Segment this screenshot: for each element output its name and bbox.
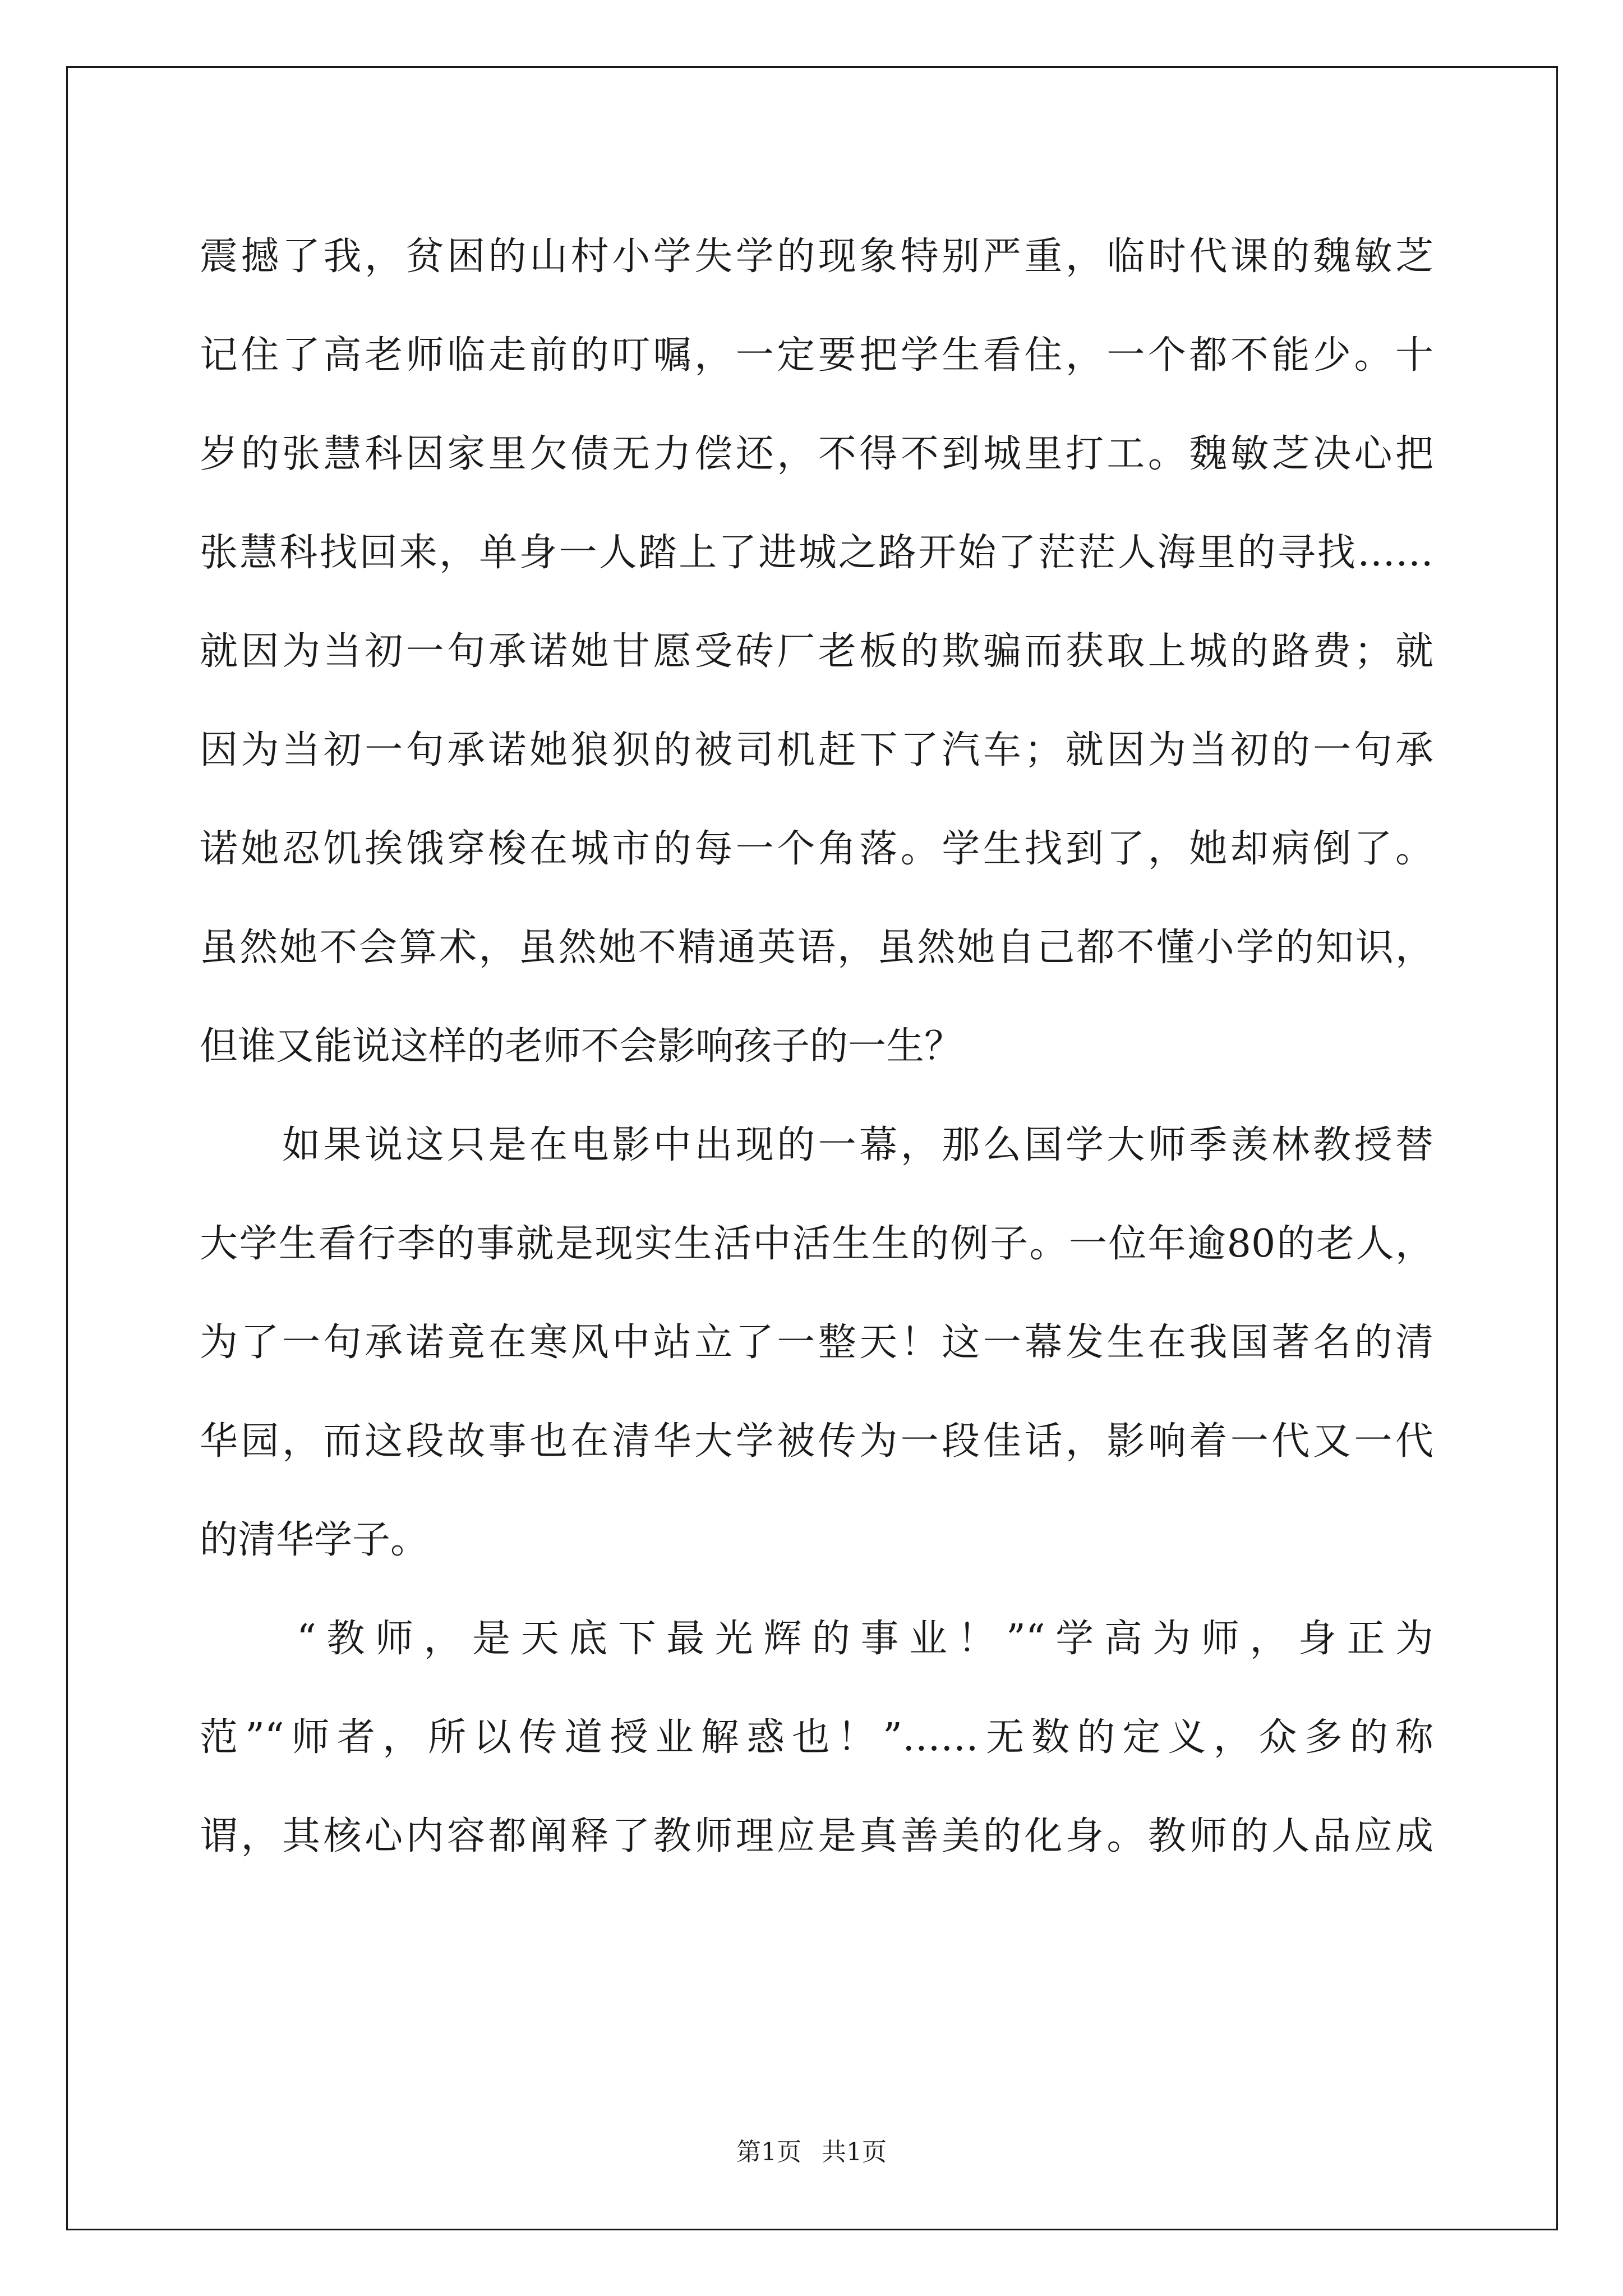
text-line: 谓，其核心内容都阐释了教师理应是真善美的化身。教师的人品应成 [200, 1814, 1433, 1858]
text-line: 诺她忍饥挨饿穿梭在城市的每一个角落。学生找到了，她却病倒了。 [200, 827, 1433, 871]
text-line: “教师，是天底下最光辉的事业！”“学高为师，身正为 [200, 1617, 1433, 1661]
page-number: 第1页 [736, 2138, 801, 2166]
text-line: 张慧科找回来，单身一人踏上了进城之路开始了茫茫人海里的寻找…… [200, 531, 1433, 575]
text-line: 虽然她不会算术，虽然她不精通英语，虽然她自己都不懂小学的知识， [200, 926, 1433, 970]
text-line: 就因为当初一句承诺她甘愿受砖厂老板的欺骗而获取上城的路费；就 [200, 629, 1433, 674]
text-line: 范”“师者，所以传道授业解惑也！”……无数的定义，众多的称 [200, 1715, 1433, 1760]
text-line: 如果说这只是在电影中出现的一幕，那么国学大师季羡林教授替 [200, 1123, 1433, 1167]
text-line: 震撼了我，贫困的山村小学失学的现象特别严重，临时代课的魏敏芝 [200, 234, 1433, 279]
text-line: 记住了高老师临走前的叮嘱，一定要把学生看住，一个都不能少。十 [200, 333, 1433, 378]
document-body [200, 208, 1433, 1886]
page-total: 共1页 [822, 2138, 887, 2166]
text-line: 大学生看行李的事就是现实生活中活生生的例子。一位年逾80的老人， [200, 1222, 1433, 1266]
page-footer [0, 2132, 1623, 2168]
text-line: 但谁又能说这样的老师不会影响孩子的一生？ [200, 1024, 963, 1069]
text-line: 因为当初一句承诺她狼狈的被司机赶下了汽车；就因为当初的一句承 [200, 728, 1433, 772]
text-line: 的清华学子。 [200, 1518, 429, 1562]
text-line: 岁的张慧科因家里欠债无力偿还，不得不到城里打工。魏敏芝决心把 [200, 432, 1433, 476]
text-line: 为了一句承诺竟在寒风中站立了一整天！这一幕发生在我国著名的清 [200, 1320, 1433, 1365]
text-line: 华园，而这段故事也在清华大学被传为一段佳话，影响着一代又一代 [200, 1419, 1433, 1464]
